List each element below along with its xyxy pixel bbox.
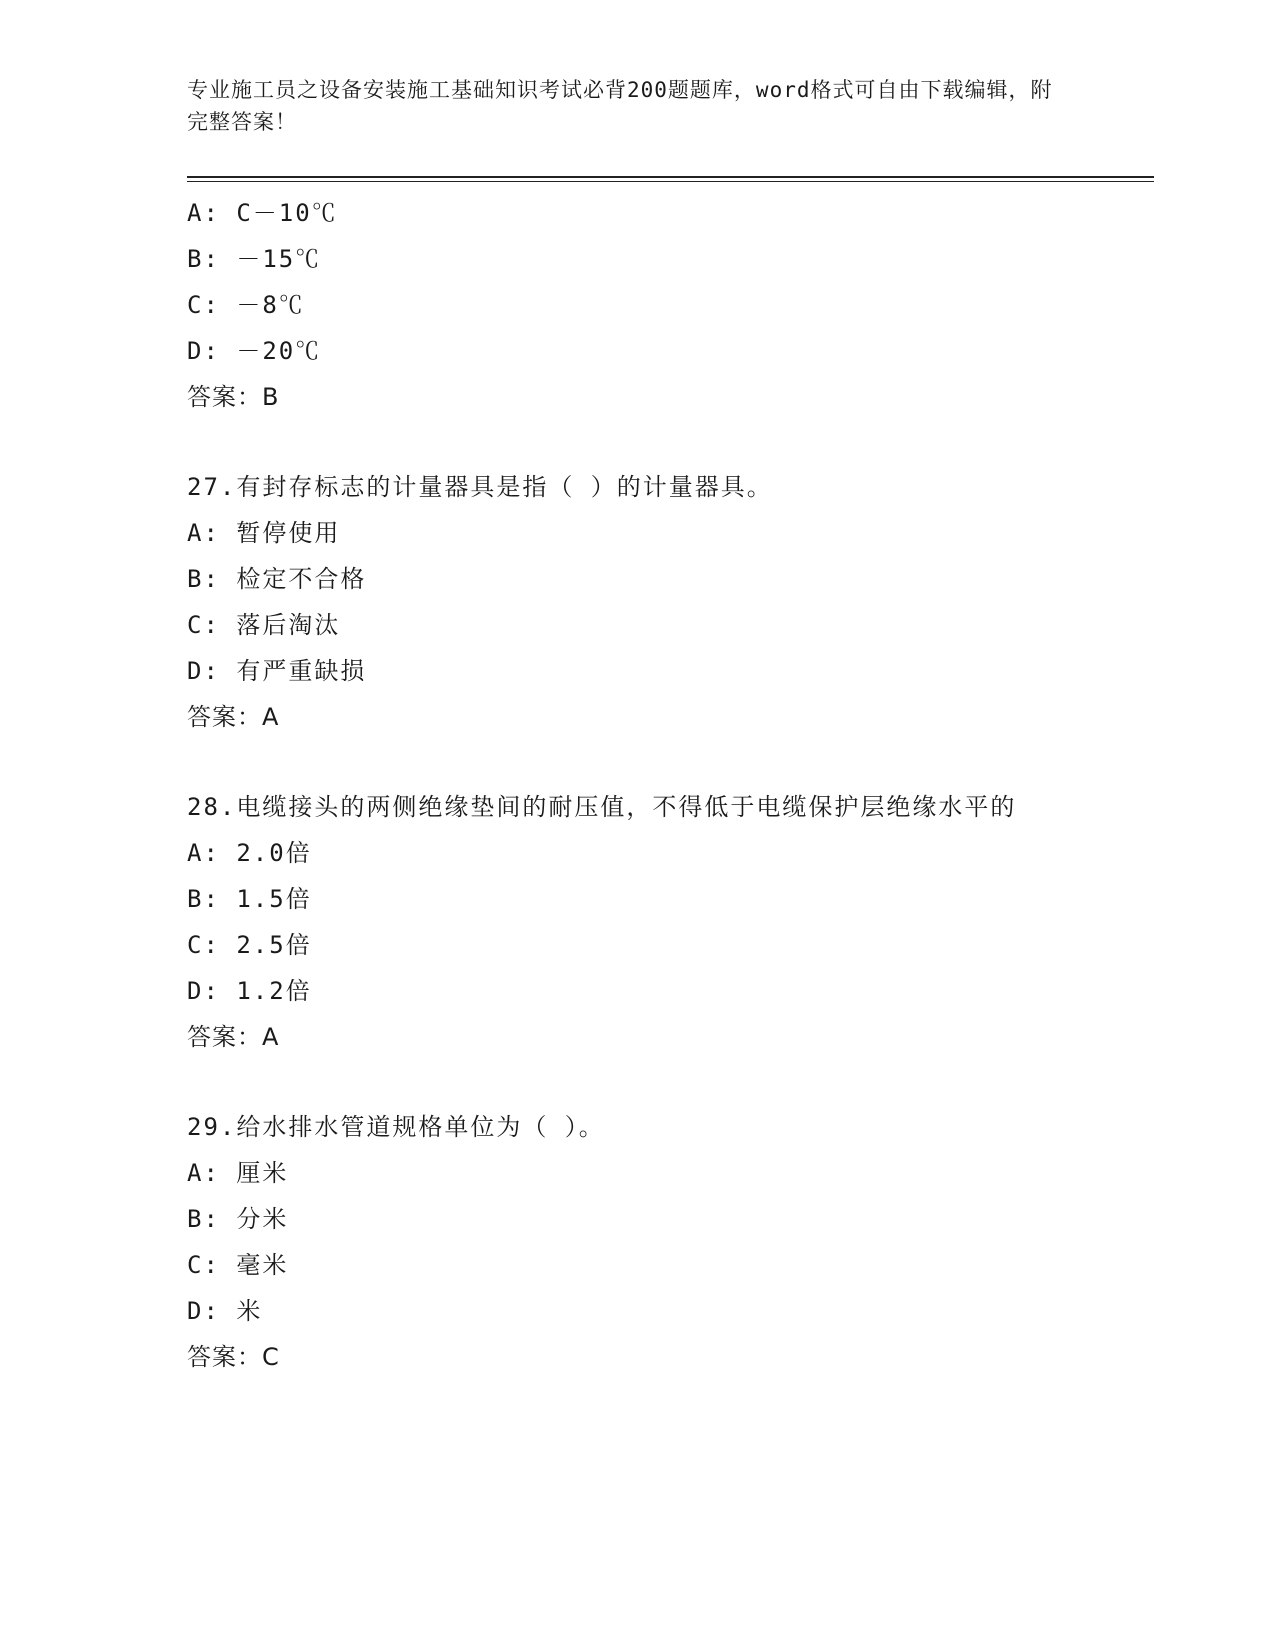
- option-c: C: －8℃: [187, 291, 305, 319]
- spacer: [187, 420, 1087, 464]
- option-a: A: 厘米: [187, 1159, 289, 1187]
- question-list: [187, 190, 1087, 1380]
- question-block: [187, 784, 1087, 1060]
- option-a: A: 暂停使用: [187, 519, 341, 547]
- answer: 答案：A: [187, 703, 280, 731]
- option-b: B: 分米: [187, 1205, 289, 1233]
- option-d: D: 有严重缺损: [187, 657, 367, 685]
- question-block: [187, 190, 1087, 420]
- question-block: [187, 1104, 1087, 1380]
- answer: 答案：B: [187, 383, 280, 411]
- option-c: C: 毫米: [187, 1251, 289, 1279]
- option-c: C: 落后淘汰: [187, 611, 341, 639]
- option-b: B: 检定不合格: [187, 565, 367, 593]
- option-a: A: 2.0倍: [187, 839, 312, 867]
- option-d: D: －20℃: [187, 337, 322, 365]
- header-divider: [187, 176, 1154, 182]
- option-d: D: 1.2倍: [187, 977, 312, 1005]
- option-d: D: 米: [187, 1297, 263, 1325]
- option-a: A: C－10℃: [187, 199, 338, 227]
- answer: 答案：A: [187, 1023, 280, 1051]
- question-text: 29.给水排水管道规格单位为（ ）。: [187, 1113, 605, 1141]
- option-c: C: 2.5倍: [187, 931, 312, 959]
- option-b: B: 1.5倍: [187, 885, 312, 913]
- option-b: B: －15℃: [187, 245, 322, 273]
- question-text: 27.有封存标志的计量器具是指（ ）的计量器具。: [187, 473, 773, 501]
- spacer: [187, 1060, 1087, 1104]
- answer: 答案：C: [187, 1343, 280, 1371]
- spacer: [187, 740, 1087, 784]
- document-header: 专业施工员之设备安装施工基础知识考试必背200题题库，word格式可自由下载编辑，附完整答案！: [187, 78, 1053, 134]
- question-block: [187, 464, 1087, 740]
- question-text: 28.电缆接头的两侧绝缘垫间的耐压值，不得低于电缆保护层绝缘水平的: [187, 793, 1017, 821]
